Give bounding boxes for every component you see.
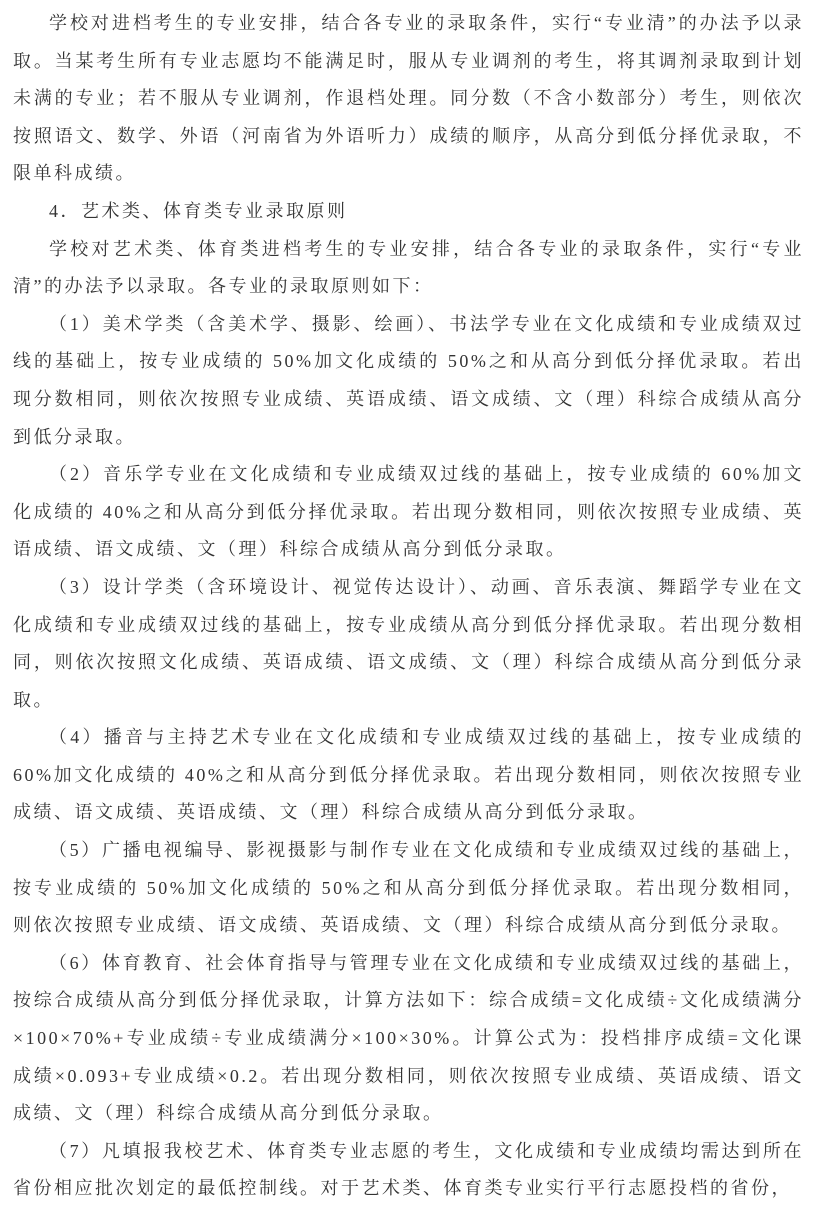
rule-5-paragraph: （5）广播电视编导、影视摄影与制作专业在文化成绩和专业成绩双过线的基础上，按专业成绩的 50%加文化成绩的 50%之和从高分到低分择优录取。若出现分数相同，则依次按照专业成绩、语文成绩、英语成绩、文（理）科综合成绩从高分到低分录取。 xyxy=(13,840,804,936)
rule-1-paragraph: （1）美术学类（含美术学、摄影、绘画）、书法学专业在文化成绩和专业成绩双过线的基础上，按专业成绩的 50%加文化成绩的 50%之和从高分到低分择优录取。若出现分数相同，则依次按照专业成绩、英语成绩、语文成绩、文（理）科综合成绩从高分到低分录取。 xyxy=(13,313,804,447)
rule-7-paragraph: （7）凡填报我校艺术、体育类专业志愿的考生，文化成绩和专业成绩均需达到所在省份相应批次划定的最低控制线。对于艺术类、体育类专业实行平行志愿投档的省份， xyxy=(13,1140,804,1199)
rule-2-paragraph: （2）音乐学专业在文化成绩和专业成绩双过线的基础上，按专业成绩的 60%加文化成绩的 40%之和从高分到低分择优录取。若出现分数相同，则依次按照专业成绩、英语成绩、语文成绩、文（理）科综合成绩从高分到低分录取。 xyxy=(13,464,804,560)
rule-6-paragraph: （6）体育教育、社会体育指导与管理专业在文化成绩和专业成绩双过线的基础上，按综合成绩从高分到低分择优录取，计算方法如下：综合成绩=文化成绩÷文化成绩满分×100×70%+专业成绩÷专业成绩满分×100×30%。计算公式为：投档排序成绩=文化课成绩×0.093+专业成绩×0.2。若出现分数相同，则依次按照专业成绩、英语成绩、语文成绩、文（理）科综合成绩从高分到低分录取。 xyxy=(13,952,804,1124)
intro-paragraph: 学校对进档考生的专业安排，结合各专业的录取条件，实行“专业清”的办法予以录取。当某考生所有专业志愿均不能满足时，服从专业调剂的考生，将其调剂录取到计划未满的专业；若不服从专业调剂，作退档处理。同分数（不含小数部分）考生，则依次按照语文、数学、外语（河南省为外语听力）成绩的顺序，从高分到低分择优录取，不限单科成绩。 xyxy=(13,13,804,184)
document-body xyxy=(13,5,804,1208)
rule-4-paragraph: （4）播音与主持艺术专业在文化成绩和专业成绩双过线的基础上，按专业成绩的 60%加文化成绩的 40%之和从高分到低分择优录取。若出现分数相同，则依次按照专业成绩、语文成绩、英语成绩、文（理）科综合成绩从高分到低分录取。 xyxy=(13,727,804,823)
rule-3-paragraph: （3）设计学类（含环境设计、视觉传达设计）、动画、音乐表演、舞蹈学专业在文化成绩和专业成绩双过线的基础上，按专业成绩从高分到低分择优录取。若出现分数相同，则依次按照文化成绩、英语成绩、语文成绩、文（理）科综合成绩从高分到低分录取。 xyxy=(13,576,804,710)
section-4-intro-paragraph: 学校对艺术类、体育类进档考生的专业安排，结合各专业的录取条件，实行“专业清”的办法予以录取。各专业的录取原则如下： xyxy=(13,238,804,297)
section-4-heading: 4．艺术类、体育类专业录取原则 xyxy=(49,200,348,221)
